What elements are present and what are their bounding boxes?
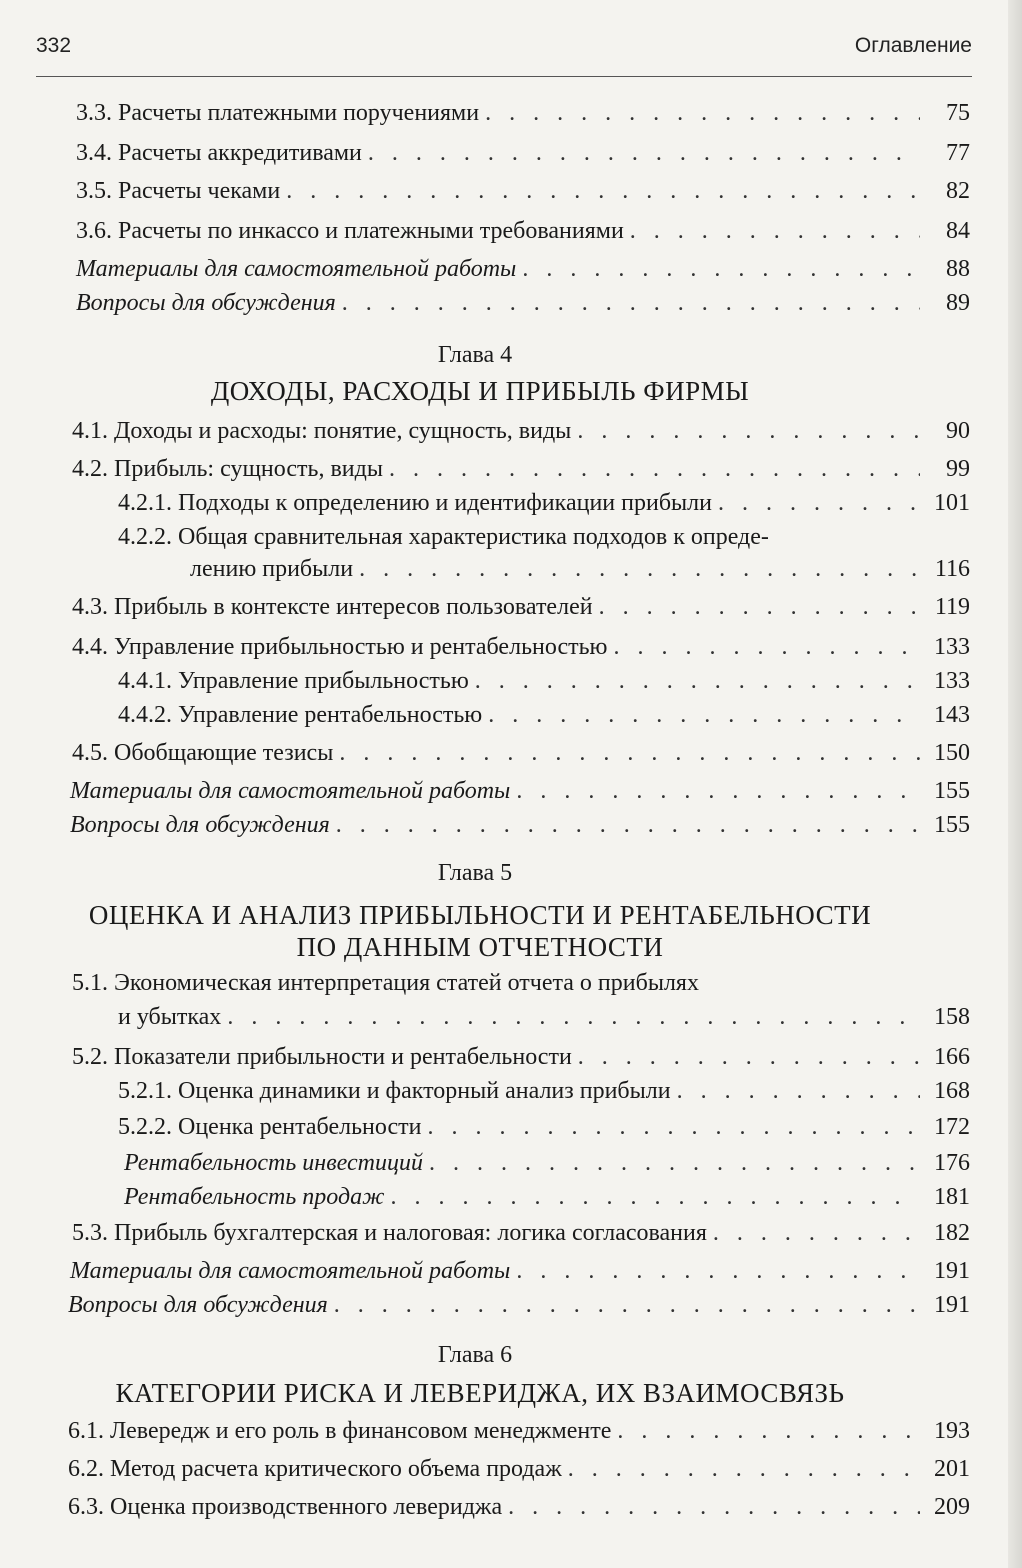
toc-entry-questions[interactable]: Вопросы для обсуждения . . . 155: [70, 808, 970, 842]
toc-subentry-line2[interactable]: лению прибыли . . . 116: [190, 552, 970, 586]
toc-entry[interactable]: 4.5. Обобщающие тезисы . . . 150: [72, 736, 970, 770]
toc-entry[interactable]: 6.3. Оценка производственного левериджа . . . 209: [68, 1490, 970, 1524]
toc-subentry[interactable]: 4.4.1. Управление прибыльностью . . . 133: [118, 664, 970, 698]
toc-entry[interactable]: 3.6. Расчеты по инкассо и платежными требованиями . . . 84: [76, 214, 970, 248]
toc-subsubentry[interactable]: Рентабельность продаж . . . 181: [124, 1180, 970, 1214]
toc-entry[interactable]: 5.2. Показатели прибыльности и рентабельности . . . 166: [72, 1040, 970, 1074]
toc-entry-line1[interactable]: 5.1. Экономическая интерпретация статей отчета о прибылях: [72, 970, 699, 996]
chapter-label: Глава 4: [437, 342, 513, 368]
toc-subentry-line1[interactable]: 4.2.2. Общая сравнительная характеристика подходов к опреде-: [118, 524, 769, 550]
chapter-label: Глава 6: [437, 1342, 513, 1368]
toc-entry[interactable]: 3.3. Расчеты платежными поручениями . . . 75: [76, 96, 970, 130]
toc-entry[interactable]: 4.3. Прибыль в контексте интересов пользователей . . . 119: [72, 590, 970, 624]
toc-subsubentry[interactable]: Рентабельность инвестиций . . . 176: [124, 1146, 970, 1180]
toc-entry[interactable]: 3.4. Расчеты аккредитивами . . . 77: [76, 136, 970, 170]
toc-entry-line2[interactable]: и убытках . . . 158: [118, 1000, 970, 1034]
toc-subentry[interactable]: 5.2.2. Оценка рентабельности . . . 172: [118, 1110, 970, 1144]
chapter-title: КАТЕГОРИИ РИСКА И ЛЕВЕРИДЖА, ИХ ВЗАИМОСВЯЗЬ: [115, 1378, 845, 1408]
toc-subentry[interactable]: 5.2.1. Оценка динамики и факторный анализ прибыли . . . 168: [118, 1074, 970, 1108]
toc-entry-materials[interactable]: Материалы для самостоятельной работы . . . 191: [70, 1254, 970, 1288]
toc-entry[interactable]: 4.2. Прибыль: сущность, виды . . . 99: [72, 452, 970, 486]
toc-entry-materials[interactable]: Материалы для самостоятельной работы . . . 155: [70, 774, 970, 808]
section-title: Оглавление: [854, 34, 972, 57]
header-rule: [36, 76, 972, 77]
toc-entry[interactable]: 4.1. Доходы и расходы: понятие, сущность, виды . . . 90: [72, 414, 970, 448]
toc-entry-questions[interactable]: Вопросы для обсуждения . . . 89: [76, 286, 970, 320]
chapter-label: Глава 5: [437, 860, 513, 886]
chapter-title-line2: ПО ДАННЫМ ОТЧЕТНОСТИ: [296, 932, 664, 962]
toc-entry-materials[interactable]: Материалы для самостоятельной работы . . . 88: [76, 252, 970, 286]
page-edge: [1008, 0, 1022, 1568]
toc-entry[interactable]: 5.3. Прибыль бухгалтерская и налоговая: логика согласования . . . 182: [72, 1216, 970, 1250]
toc-entry[interactable]: 6.2. Метод расчета критического объема продаж . . . 201: [68, 1452, 970, 1486]
toc-entry[interactable]: 6.1. Левередж и его роль в финансовом менеджменте . . . 193: [68, 1414, 970, 1448]
toc-subentry[interactable]: 4.4.2. Управление рентабельностью . . . 143: [118, 698, 970, 732]
toc-subentry[interactable]: 4.2.1. Подходы к определению и идентификации прибыли . . . 101: [118, 486, 970, 520]
page-number: 332: [36, 34, 72, 57]
toc-entry-questions[interactable]: Вопросы для обсуждения . . . 191: [68, 1288, 970, 1322]
toc-entry[interactable]: 4.4. Управление прибыльностью и рентабельностью . . . 133: [72, 630, 970, 664]
chapter-title: ДОХОДЫ, РАСХОДЫ И ПРИБЫЛЬ ФИРМЫ: [210, 376, 750, 406]
chapter-title: ОЦЕНКА И АНАЛИЗ ПРИБЫЛЬНОСТИ И РЕНТАБЕЛЬНОСТИ: [88, 900, 872, 930]
toc-entry[interactable]: 3.5. Расчеты чеками . . . 82: [76, 174, 970, 208]
